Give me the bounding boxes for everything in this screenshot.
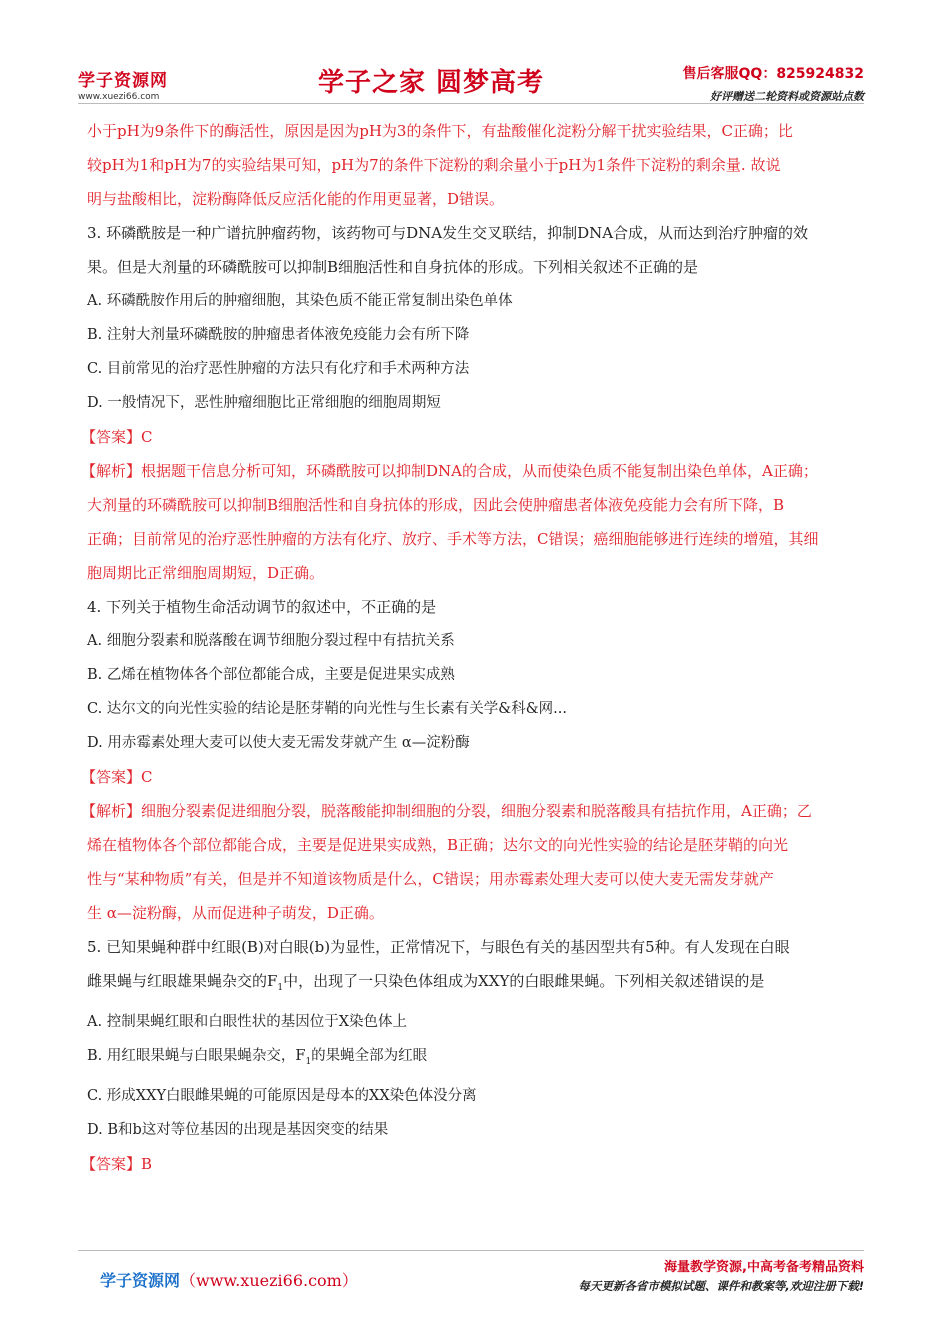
answer-value: B [141, 1154, 153, 1173]
page-footer [0, 1250, 950, 1344]
q4-explain-line: 生 α—淀粉酶，从而促进种子萌发，D正确。 [87, 904, 384, 922]
answer-value: C [141, 768, 153, 786]
site-logo[interactable] [78, 66, 168, 102]
answer-tag: 【答案】 [81, 768, 142, 786]
footer-promo-line2: 每天更新各省市模拟试题、课件和教案等,欢迎注册下载! [578, 1279, 864, 1293]
q4-option-c: C. 达尔文的向光性实验的结论是胚芽鞘的向光性与生长素有关学&科&网... [87, 701, 567, 717]
q5-stem [87, 964, 867, 1005]
q3-option-d: D. 一般情况下，恶性肿瘤细胞比正常细胞的细胞周期短 [87, 395, 441, 411]
subscript: 1 [277, 983, 284, 993]
q3-explain-line: 大剂量的环磷酰胺可以抑制B细胞活性和自身抗体的形成，因此会使肿瘤患者体液免疫能力会有所下降，B [87, 496, 785, 514]
q5-option-b [87, 1039, 867, 1079]
q3-stem: 3. 环磷酰胺是一种广谱抗肿瘤药物，该药物可与DNA发生交叉联结，抑制DNA合成，从而达到治疗肿瘤的效 [87, 224, 809, 242]
answer-tag: 【答案】 [81, 428, 142, 446]
q5-stem-text: 雌果蝇与红眼雄果蝇杂交的F [87, 972, 278, 990]
q4-explain-line: 烯在植物体各个部位都能合成，主要是促进果实成熟，B正确；达尔文的向光性实验的结论是胚芽鞘的向光 [87, 836, 789, 854]
header-tagline: 好评赠送二轮资料或资源站点数 [710, 90, 864, 103]
q3-option-c: C. 目前常见的治疗恶性肿瘤的方法只有化疗和手术两种方法 [87, 361, 470, 377]
footer-promo-line1: 海量教学资源,中高考备考精品资料 [664, 1260, 864, 1275]
explain-line: 细胞分裂素促进细胞分裂，脱落酸能抑制细胞的分裂，细胞分裂素和脱落酸具有拮抗作用，A正确；乙 [141, 802, 812, 820]
q5-stem: 5. 已知果蝇种群中红眼(B)对白眼(b)为显性，正常情况下，与眼色有关的基因型共有5种。有人发现在白眼 [87, 938, 790, 956]
q3-explain-line: 正确；目前常见的治疗恶性肿瘤的方法有化疗、放疗、手术等方法，C错误；癌细胞能够进行连续的增殖，其细 [87, 530, 819, 548]
q5-option-a: A. 控制果蝇红眼和白眼性状的基因位于X染色体上 [87, 1014, 408, 1030]
subscript: 1 [305, 1056, 312, 1067]
q4-stem: 4. 下列关于植物生命活动调节的叙述中，不正确的是 [87, 598, 437, 616]
q3-explain [81, 454, 867, 488]
support-qq: 售后客服QQ：825924832 [682, 66, 864, 82]
header-contact [683, 63, 864, 104]
q3-option-a: A. 环磷酰胺作用后的肿瘤细胞，其染色质不能正常复制出染色单体 [87, 293, 513, 309]
header-title: 学子之家 圆梦高考 [318, 68, 545, 98]
q3-stem: 果。但是大剂量的环磷酰胺可以抑制B细胞活性和自身抗体的形成。下列相关叙述不正确的是 [87, 258, 699, 276]
logo-url[interactable]: www.xuezi66.com [78, 92, 160, 102]
document-body [81, 114, 867, 1181]
q4-option-b: B. 乙烯在植物体各个部位都能合成，主要是促进果实成熟 [87, 667, 455, 683]
q4-answer [81, 760, 867, 794]
footer-promo [578, 1256, 864, 1294]
q5-option-b-text: B. 用红眼果蝇与白眼果蝇杂交，F [87, 1048, 306, 1064]
q4-option-d: D. 用赤霉素处理大麦可以使大麦无需发芽就产生 α—淀粉酶 [87, 735, 470, 751]
logo-name: 学子资源网 [78, 71, 168, 91]
answer-tag: 【答案】 [81, 1154, 142, 1173]
q4-option-a: A. 细胞分裂素和脱落酸在调节细胞分裂过程中有拮抗关系 [87, 633, 455, 649]
q5-answer [81, 1147, 867, 1181]
q3-explain-line: 胞周期比正常细胞周期短，D正确。 [87, 564, 325, 582]
intro-line: 较pH为1和pH为7的实验结果可知，pH为7的条件下淀粉的剩余量小于pH为1条件下淀粉的剩余量. 故说 [87, 156, 781, 174]
q3-answer [81, 420, 867, 454]
footer-brand[interactable] [100, 1268, 358, 1291]
answer-value: C [141, 428, 153, 446]
explain-tag: 【解析】 [81, 802, 142, 820]
footer-brand-name: 学子资源网 [100, 1271, 181, 1290]
q5-option-d: D. B和b这对等位基因的出现是基因突变的结果 [87, 1121, 389, 1138]
q5-stem-text: 中，出现了一只染色体组成为XXY的白眼雌果蝇。下列相关叙述错误的是 [283, 972, 765, 990]
footer-url[interactable]: （www.xuezi66.com） [180, 1271, 358, 1290]
intro-line: 小于pH为9条件下的酶活性，原因是因为pH为3的条件下，有盐酸催化淀粉分解干扰实验结果，C正确；比 [87, 122, 793, 140]
q3-option-b: B. 注射大剂量环磷酰胺的肿瘤患者体液免疫能力会有所下降 [87, 327, 470, 343]
explain-line: 根据题干信息分析可知，环磷酰胺可以抑制DNA的合成，从而使染色质不能复制出染色单体，A正确； [141, 462, 818, 480]
intro-line: 明与盐酸相比，淀粉酶降低反应活化能的作用更显著，D错误。 [87, 190, 505, 208]
header-divider [78, 103, 864, 104]
q4-explain [81, 794, 867, 828]
q4-explain-line: 性与“某种物质”有关，但是并不知道该物质是什么，C错误；用赤霉素处理大麦可以使大麦无需发芽就产 [87, 870, 774, 888]
q5-option-c: C. 形成XXY白眼雌果蝇的可能原因是母本的XX染色体没分离 [87, 1087, 477, 1104]
explain-tag: 【解析】 [81, 462, 142, 480]
q5-option-b-text: 的果蝇全部为红眼 [311, 1048, 428, 1064]
page-header [0, 0, 950, 110]
